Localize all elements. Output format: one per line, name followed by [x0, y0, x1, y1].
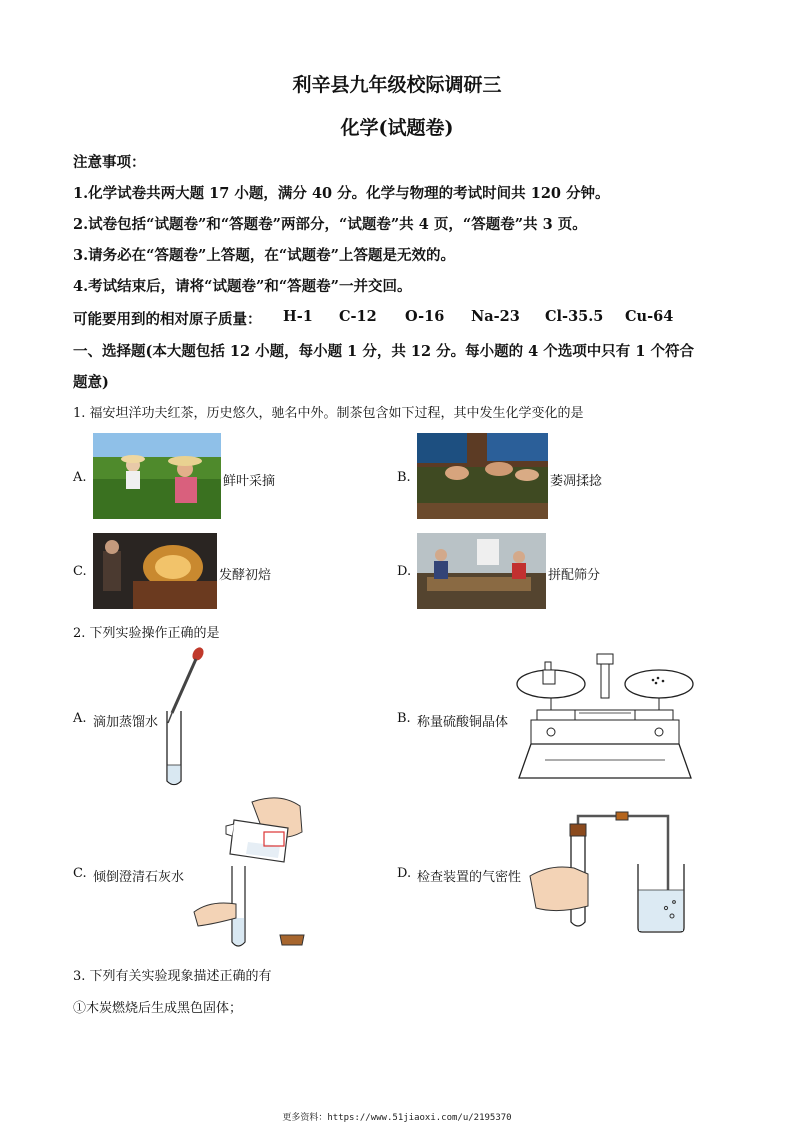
q1-option-a-letter: A.: [73, 470, 87, 485]
q2-option-d-text: 检查装置的气密性: [417, 870, 522, 885]
q2-option-a-letter: A.: [73, 711, 87, 726]
balance-scale-illustration: [515, 652, 695, 782]
atomic-mass-na: Na-23: [471, 308, 520, 325]
q2-option-c-letter: C.: [73, 866, 87, 881]
question-2-stem: 2. 下列实验操作正确的是: [73, 626, 220, 641]
dropper-tube-illustration: [158, 645, 208, 790]
q2-option-b-letter: B.: [397, 711, 411, 726]
tea-sorting-photo: [417, 533, 546, 609]
q1-option-b-text: 萎凋揉捻: [550, 474, 603, 489]
atomic-mass-cu: Cu-64: [625, 308, 674, 325]
pouring-limewater-illustration: [190, 792, 315, 957]
note-item: 1.化学试卷共两大题 17 小题，满分 40 分。化学与物理的考试时间共 120 分钟。: [73, 185, 610, 202]
atomic-mass-cl: Cl-35.5: [545, 308, 604, 325]
atomic-mass-c: C-12: [339, 308, 377, 325]
q1-option-b-letter: B.: [397, 470, 411, 485]
q1-option-d-letter: D.: [397, 564, 412, 579]
q3-item: ①木炭燃烧后生成黑色固体；: [73, 1001, 243, 1016]
note-item: 3.请务必在“答题卷”上答题，在“试题卷”上答题是无效的。: [73, 247, 455, 264]
atomic-mass-label: 可能要用到的相对原子质量：: [73, 311, 262, 328]
question-1-stem: 1. 福安坦洋功夫红茶，历史悠久，驰名中外。制茶包含如下过程，其中发生化学变化的是: [73, 406, 584, 421]
q1-option-c-text: 发酵初焙: [219, 568, 272, 583]
q2-option-a-text: 滴加蒸馏水: [93, 715, 159, 730]
footer-resource-link[interactable]: 更多资料：https://www.51jiaoxi.com/u/2195370: [282, 1113, 512, 1123]
q1-option-a-text: 鲜叶采摘: [223, 474, 276, 489]
tea-fermenting-photo: [93, 533, 217, 609]
q2-option-d-letter: D.: [397, 866, 412, 881]
section-heading-cont: 题意): [73, 374, 109, 391]
tea-picking-photo: [93, 433, 221, 519]
q1-option-c-letter: C.: [73, 564, 87, 579]
question-3-stem: 3. 下列有关实验现象描述正确的有: [73, 969, 272, 984]
atomic-mass-o: O-16: [405, 308, 445, 325]
q2-option-c-text: 倾倒澄清石灰水: [93, 870, 185, 885]
section-heading: 一、选择题(本大题包括 12 小题，每小题 1 分，共 12 分。每小题的 4 个选项中只有 1 个符合: [73, 343, 694, 360]
page-subtitle: 化学(试题卷): [340, 117, 454, 139]
note-item: 4.考试结束后，请将“试题卷”和“答题卷”一并交回。: [73, 278, 412, 295]
airtightness-check-illustration: [528, 810, 690, 935]
atomic-mass-line: [73, 308, 713, 328]
tea-rolling-photo: [417, 433, 548, 519]
q2-option-b-text: 称量硫酸铜晶体: [417, 715, 509, 730]
q1-option-d-text: 拼配筛分: [548, 568, 601, 583]
notes-heading: 注意事项：: [73, 154, 146, 171]
note-item: 2.试卷包括“试题卷”和“答题卷”两部分，“试题卷”共 4 页，“答题卷”共 3 页。: [73, 216, 587, 233]
page-title: 利辛县九年级校际调研三: [292, 74, 502, 96]
atomic-mass-h: H-1: [283, 308, 313, 325]
